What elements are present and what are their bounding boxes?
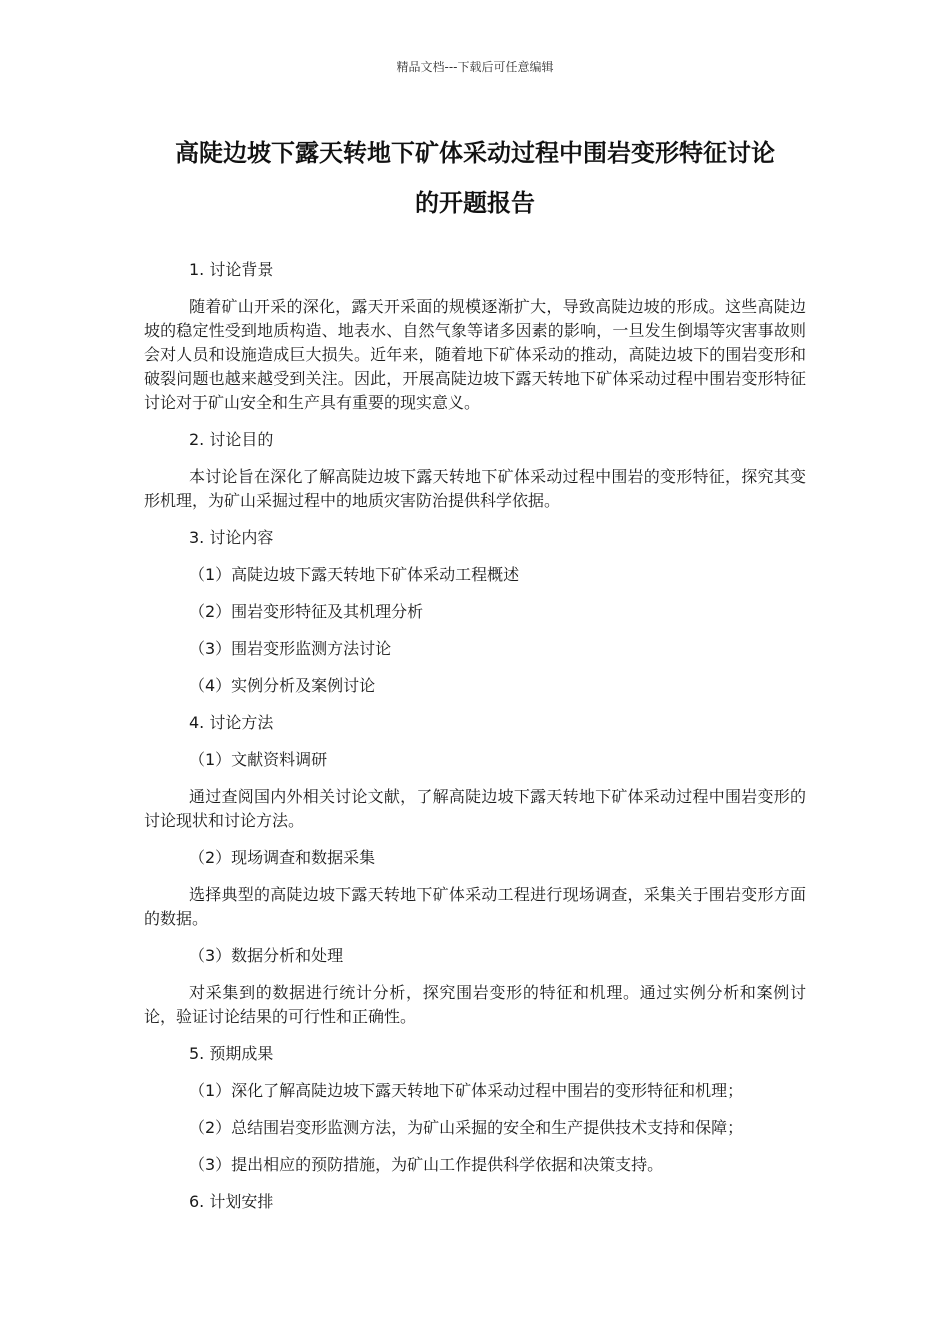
background-paragraph: 随着矿山开采的深化，露天开采面的规模逐渐扩大，导致高陡边坡的形成。这些高陡边坡的稳定性受到地质构造、地表水、自然气象等诸多因素的影响，一旦发生倒塌等灾害事故则会对人员和设施造成巨大损失。近年来，随着地下矿体采动的推动，高陡边坡下的围岩变形和破裂问题也越来越受到关注。因此，开展高陡边坡下露天转地下矿体采动过程中围岩变形特征讨论对于矿山安全和生产具有重要的现实意义。 [144,297,806,412]
document-body [144,258,806,1227]
method-paragraph: 选择典型的高陡边坡下露天转地下矿体采动工程进行现场调查，采集关于围岩变形方面的数据。 [144,885,806,928]
section-heading-content: 3. 讨论内容 [189,528,274,547]
title-line-2: 的开题报告 [415,189,535,217]
method-title: （1）文献资料调研 [189,750,328,769]
document-title [140,128,810,228]
section-heading-methods: 4. 讨论方法 [189,713,274,732]
content-list-item: （2）围岩变形特征及其机理分析 [189,602,424,621]
outcome-list-item: （1）深化了解高陡边坡下露天转地下矿体采动过程中围岩的变形特征和机理； [189,1081,744,1100]
section-heading-background: 1. 讨论背景 [189,260,274,279]
method-title: （2）现场调查和数据采集 [189,848,376,867]
title-line-1: 高陡边坡下露天转地下矿体采动过程中围岩变形特征讨论 [175,139,775,167]
header-note: 精品文档---下载后可任意编辑 [396,60,554,74]
content-list-item: （3）围岩变形监测方法讨论 [189,639,392,658]
method-paragraph: 对采集到的数据进行统计分析，探究围岩变形的特征和机理。通过实例分析和案例讨论，验证讨论结果的可行性和正确性。 [144,983,806,1026]
outcome-list-item: （2）总结围岩变形监测方法，为矿山采掘的安全和生产提供技术支持和保障； [189,1118,744,1137]
purpose-paragraph: 本讨论旨在深化了解高陡边坡下露天转地下矿体采动过程中围岩的变形特征，探究其变形机理，为矿山采掘过程中的地质灾害防治提供科学依据。 [144,467,806,510]
section-heading-outcomes: 5. 预期成果 [189,1044,274,1063]
outcome-list-item: （3）提出相应的预防措施，为矿山工作提供科学依据和决策支持。 [189,1155,664,1174]
method-paragraph: 通过查阅国内外相关讨论文献，了解高陡边坡下露天转地下矿体采动过程中围岩变形的讨论现状和讨论方法。 [144,787,806,830]
content-list-item: （1）高陡边坡下露天转地下矿体采动工程概述 [189,565,520,584]
section-heading-purpose: 2. 讨论目的 [189,430,274,449]
section-heading-schedule: 6. 计划安排 [189,1192,274,1211]
content-list-item: （4）实例分析及案例讨论 [189,676,376,695]
method-title: （3）数据分析和处理 [189,946,344,965]
